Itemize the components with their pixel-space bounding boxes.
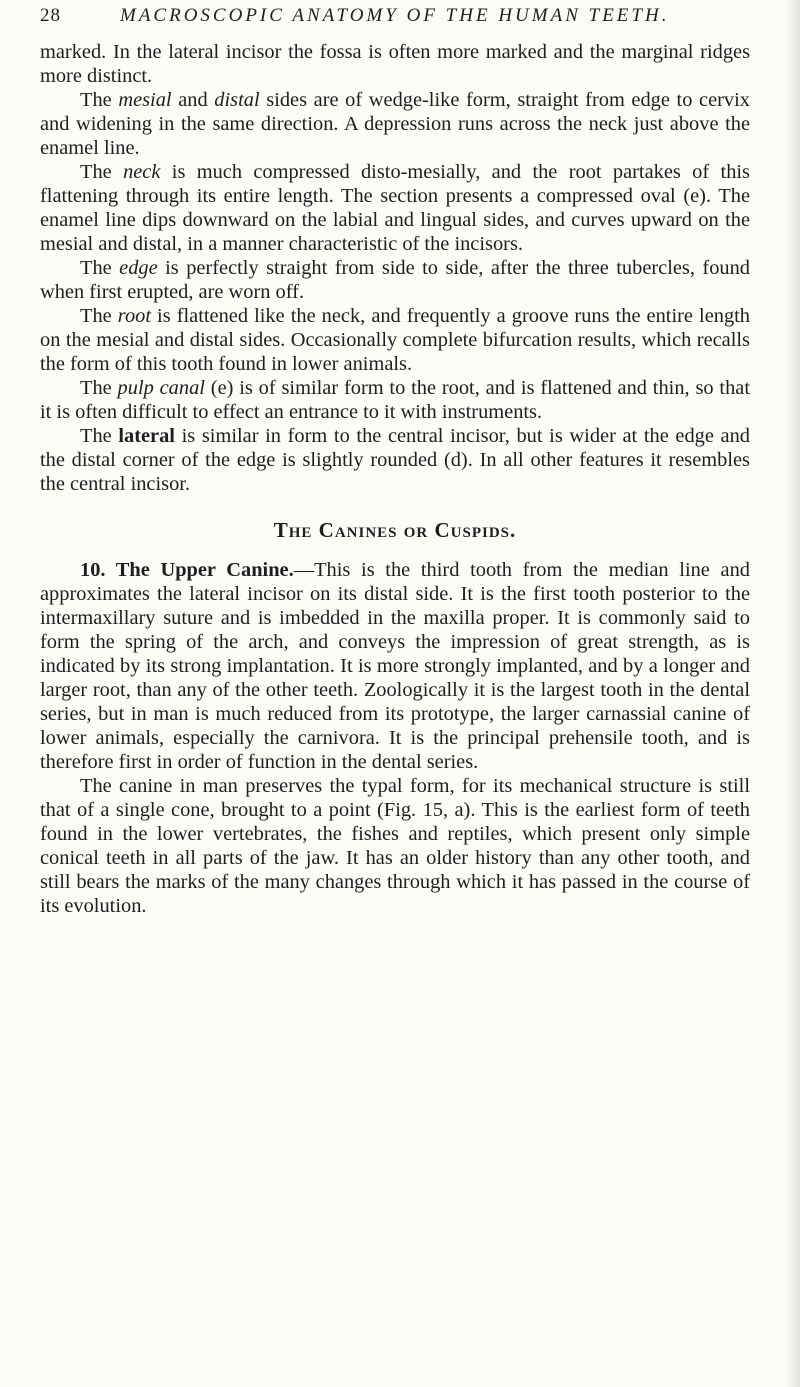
paragraph-root bbox=[40, 304, 750, 376]
paragraph-mesial-distal bbox=[40, 88, 750, 160]
text: —This is the third tooth from the median line and approximates the lateral incisor on its distal side. It is the first tooth posterior to the intermaxillary suture and is imbedded in the maxilla proper. It is commonly said to form the spring of the arch, and conveys the impression of great strength, as is indicated by its strong implantation. It is more strongly implanted, and by a longer and larger root, than any of the other teeth. Zoologically it is the largest tooth in the dental series, but in man is much reduced from its prototype, the larger carnassial canine of lower animals, especially the carnivora. It is the principal prehensile tooth, and is therefore first in order of function in the dental series. bbox=[40, 559, 750, 773]
term-lateral: lateral bbox=[118, 425, 175, 447]
paragraph-continued: marked. In the lateral incisor the fossa is often more marked and the marginal ridges more distinct. bbox=[40, 41, 750, 87]
term-distal: distal bbox=[214, 89, 260, 111]
text: and bbox=[171, 89, 215, 111]
paragraph-pulp-canal bbox=[40, 376, 750, 424]
term-mesial: mesial bbox=[118, 89, 172, 111]
paragraph-canine-form: The canine in man preserves the typal form, for its mechanical structure is still that of a single cone, brought to a point (Fig. 15, a). This is the earliest form of teeth found in the lower vertebrates, the fishes and reptiles, which present only simple conical teeth in all parts of the jaw. It has an older history than any other tooth, and still bears the marks of the many changes through which it has passed in the course of its evolution. bbox=[40, 775, 750, 917]
text: The bbox=[80, 161, 124, 183]
paragraph-neck bbox=[40, 160, 750, 256]
page-number: 28 bbox=[40, 5, 61, 26]
term-edge: edge bbox=[119, 257, 158, 279]
body-text bbox=[40, 40, 750, 918]
text: The bbox=[80, 305, 118, 327]
text: (e) is of similar form to the root, and is flattened and thin, so that it is often difficult to effect an entrance to it with instruments. bbox=[40, 377, 750, 423]
text: The bbox=[80, 89, 119, 111]
page-edge-shadow bbox=[786, 0, 800, 1387]
text: is perfectly straight from side to side, after the three tubercles, found when first erupted, are worn off. bbox=[40, 257, 750, 303]
text: is similar in form to the central incisor, but is wider at the edge and the distal corner of the edge is slightly rounded (d). In all other features it resembles the central incisor. bbox=[40, 425, 750, 495]
text: is much compressed disto-mesially, and the root partakes of this flattening through its entire length. The section presents a compressed oval (e). The enamel line dips downward on the labial and lingual sides, and curves upward on the mesial and distal, in a manner characteristic of the incisors. bbox=[40, 161, 750, 255]
text: The bbox=[80, 377, 118, 399]
text: The bbox=[80, 257, 120, 279]
term-neck: neck bbox=[123, 161, 161, 183]
term-root: root bbox=[117, 305, 151, 327]
paragraph-upper-canine bbox=[40, 558, 750, 774]
text: The bbox=[80, 425, 119, 447]
running-title: MACROSCOPIC ANATOMY OF THE HUMAN TEETH. bbox=[120, 5, 670, 26]
paragraph-lateral bbox=[40, 424, 750, 496]
term-pulp-canal: pulp canal bbox=[117, 377, 205, 399]
subsection-lead: 10. The Upper Canine. bbox=[80, 559, 294, 581]
section-heading: The Canines or Cuspids. bbox=[273, 518, 517, 542]
text: sides are of wedge-like form, straight from edge to cervix and widening in the same direction. A depression runs across the neck just above the enamel line. bbox=[40, 89, 750, 159]
text: is flattened like the neck, and frequently a groove runs the entire length on the mesial and distal sides. Occasionally complete bifurcation results, which recalls the form of this tooth found in lower animals. bbox=[40, 305, 750, 375]
paragraph-edge bbox=[40, 256, 750, 304]
running-head bbox=[40, 5, 760, 29]
